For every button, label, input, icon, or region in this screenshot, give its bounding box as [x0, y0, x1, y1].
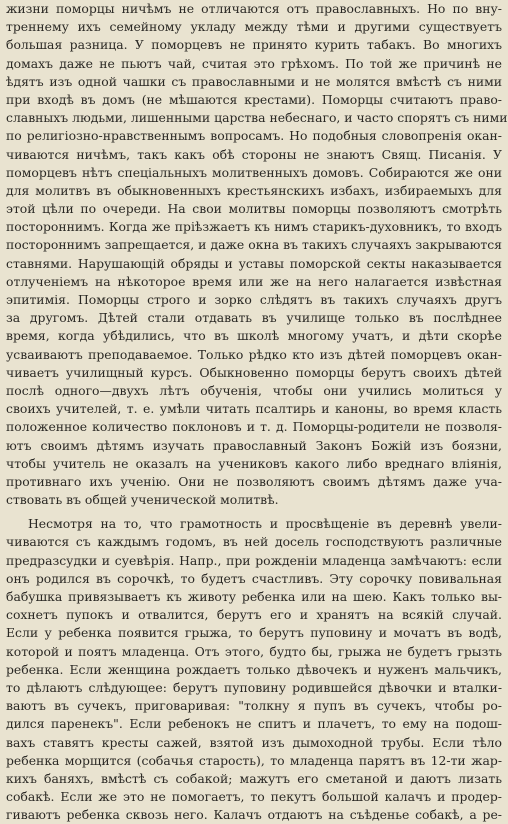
paragraph-2: [6, 515, 502, 824]
text-line: сохнетъ пупокъ и отвалится, берутъ его и хранятъ на всякій случай.: [6, 607, 502, 623]
text-line: ставнями. Нарушающій обряды и уставы поморской секты наказывается: [6, 255, 502, 271]
text-line: дился паренекъ". Если ребенокъ не спитъ и плачетъ, то ему на подош-: [6, 716, 502, 732]
text-line: отлученіемъ на нѣкоторое время или же на него налагается извѣстная: [6, 273, 502, 289]
text-line: поморцевъ нѣтъ спеціальныхъ молитвенныхъ домовъ. Собираются же они: [6, 164, 502, 180]
text-line: кихъ баняхъ, вмѣстѣ съ собакой; мажутъ его сметаной и даютъ лизать: [6, 770, 502, 786]
text-line: этой цѣли по очереди. На свои молитвы поморцы позволяютъ смотрѣть: [6, 201, 502, 217]
text-line: онъ родился въ сорочкѣ, то будетъ счастливъ. Эту сорочку повивальная: [6, 570, 502, 586]
text-line: ваютъ въ сучекъ, приговаривая: "толкну я пупъ въ сучекъ, чтобы ро-: [6, 698, 502, 714]
text-line: чиваетъ училищный курсъ. Обыкновенно поморцы берутъ своихъ дѣтей: [6, 364, 502, 380]
text-line: усваиваютъ преподаваемое. Только рѣдко кто изъ дѣтей поморцевъ окан-: [6, 346, 502, 362]
text-line: за другомъ. Дѣтей стали отдавать въ училище только въ послѣднее: [6, 310, 502, 326]
text-line: положенное количество поклоновъ и т. д. Поморцы-родители не позволя-: [6, 419, 502, 435]
text-line: ютъ своимъ дѣтямъ изучать православный Законъ Божій изъ боязни,: [6, 437, 502, 453]
text-line: большая разница. У поморцевъ не принято курить табакъ. Во многихъ: [6, 37, 502, 53]
text-line: постороннимъ. Когда же пріѣзжаетъ къ нимъ старикъ-духовникъ, то входъ: [6, 219, 502, 235]
text-line: ѣдятъ изъ одной чашки съ православными и не молятся вмѣстѣ съ ними: [6, 73, 502, 89]
text-line: домахъ даже не пьютъ чай, считая это грѣхомъ. По той же причинѣ не: [6, 55, 502, 71]
text-line: время, когда убѣдились, что въ школѣ многому учатъ, и дѣти скорѣе: [6, 328, 502, 344]
text-line: для молитвъ въ обыкновенныхъ крестьянскихъ избахъ, избираемыхъ для: [6, 182, 502, 198]
text-line: треннему ихъ семейному укладу между тѣми и другими существуетъ: [6, 19, 502, 35]
text-line: при входѣ въ домъ (не мѣшаются крестами). Поморцы считаютъ право-: [6, 91, 502, 107]
text-line: постороннимъ запрещается, и даже окна въ такихъ случаяхъ закрываются: [6, 237, 502, 253]
text-line: чтобы учитель не оказалъ на учениковъ какого либо вреднаго вліянія,: [6, 455, 502, 471]
text-line: чиваются ничѣмъ, такъ какъ обѣ стороны не знаютъ Свящ. Писанія. У: [6, 146, 502, 162]
text-line: по религіозно-нравственнымъ вопросамъ. Но подобныя словопренія окан-: [6, 128, 502, 144]
text-line: ребенка морщится (собачья старость), то младенца парятъ въ 12-ти жар-: [6, 752, 502, 768]
text-line: гиваютъ ребенка сквозь него. Калачъ отдаютъ на съѣденье собакѣ, а ре-: [6, 807, 502, 823]
text-line: ствовать въ общей ученической молитвѣ.: [6, 492, 279, 508]
text-line: славныхъ людьми, лишенными царства небеснаго, и часто спорятъ съ ними: [6, 110, 508, 126]
text-line: противнаго ихъ ученію. Они не позволяютъ своимъ дѣтямъ даже уча-: [6, 473, 502, 489]
text-line: Несмотря на то, что грамотность и просвѣщеніе въ деревнѣ увели-: [28, 516, 502, 532]
text-line: послѣ одного—двухъ лѣтъ обученія, чтобы они учились молиться у: [6, 382, 502, 398]
text-line: собакѣ. Если же это не помогаетъ, то пекутъ большой калачъ и продер-: [6, 789, 502, 805]
text-line: своихъ учителей, т. е. умѣли читать псалтирь и каноны, во время класть: [6, 401, 502, 417]
text-line: эпитимія. Поморцы строго и зорко слѣдятъ въ такихъ случаяхъ другъ: [6, 292, 502, 307]
text-line: то дѣлаютъ слѣдующее: берутъ пуповину родившейся дѣвочки и вталки-: [6, 679, 502, 695]
text-line: ребенка. Если женщина рождаетъ только дѣвочекъ и нуженъ мальчикъ,: [6, 661, 502, 677]
text-line: вахъ ставятъ кресты сажей, взятой изъ дымоходной трубы. Если тѣло: [6, 734, 502, 750]
text-line: Если у ребенка появится грыжа, то берутъ пуповину и мочатъ въ водѣ,: [6, 625, 502, 641]
text-line: жизни поморцы ничѣмъ не отличаются отъ православныхъ. Но по вну-: [6, 1, 502, 16]
text-line: которой и поятъ младенца. Отъ этого, будто бы, грыжа не будетъ грызть: [6, 643, 502, 659]
text-line: бабушка привязываетъ къ животу ребенка или на шею. Какъ только вы-: [6, 589, 502, 604]
text-line: предразсудки и суевѣрія. Напр., при рожденіи младенца замѣчаютъ: если: [6, 552, 502, 568]
text-line: чиваются съ каждымъ годомъ, въ ней досель господствуютъ различные: [6, 534, 502, 550]
paragraph-1: [6, 0, 508, 509]
